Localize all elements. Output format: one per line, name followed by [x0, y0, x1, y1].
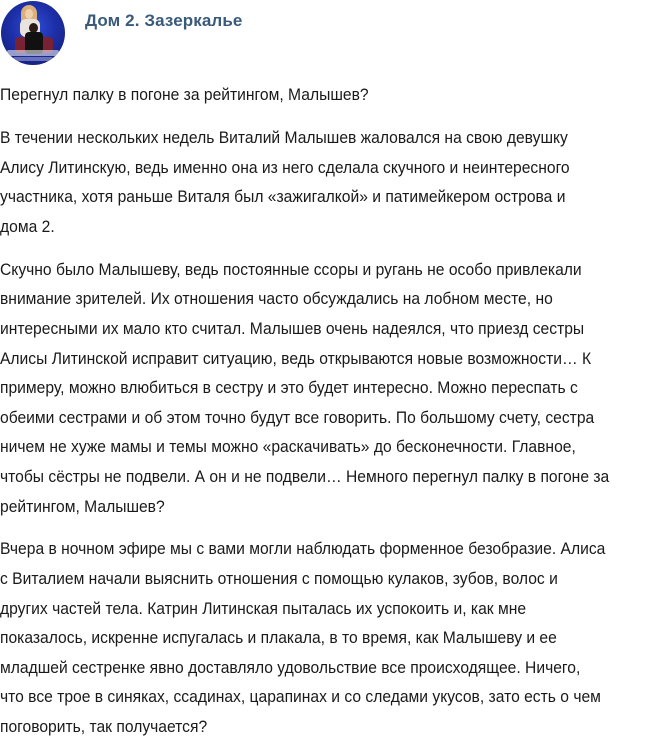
post-line: младшей сестренке явно доставляло удовольствие все происходящее. Ничего, [0, 657, 581, 677]
post-line: примеру, можно влюбиться в сестру и это будет интересно. Можно переспать с [0, 378, 578, 398]
avatar-caption-sub [13, 57, 53, 61]
post-line: В течении нескольких недель Виталий Малышев жаловался на свою девушку [0, 127, 568, 147]
channel-name-link[interactable]: Дом 2. Зазеркалье [85, 11, 243, 30]
post-line: участника, хотя раньше Виталя был «зажигалкой» и патимейкером острова и [0, 187, 566, 207]
post-line: обеими сестрами и об этом точно будут все говорить. По большому счету, сестра [0, 407, 595, 427]
post-line: внимание зрителей. Их отношения часто обсуждались на лобном месте, но [0, 289, 553, 309]
post-line: Алисы Литинской исправит ситуацию, ведь открываются новые возможности… К [0, 348, 592, 368]
avatar-figure-face [25, 9, 33, 19]
post-line: поговорить, так получается? [0, 717, 208, 737]
post-body [0, 80, 662, 742]
post-line: Скучно было Малышеву, ведь постоянные ссоры и ругань не особо привлекали [0, 259, 582, 279]
post-headline: Перегнул палку в погоне за рейтингом, Малышев? [0, 85, 369, 104]
paragraph-gap [0, 521, 662, 534]
post-line: Алису Литинскую, ведь именно она из него сделала скучного и неинтересного [0, 157, 570, 177]
post-line: дома 2. [0, 216, 55, 236]
channel-avatar[interactable] [1, 1, 65, 65]
post-line: с Виталием начали выяснить отношения с помощью кулаков, зубов, волос и [0, 569, 558, 589]
post-line: интересными их мало кто считал. Малышев очень надеялся, что приезд сестры [0, 318, 585, 338]
post-line: что все трое в синяках, ссадинах, царапинах и со следами укусов, зато есть о чем [0, 687, 601, 707]
post-line: ничем не хуже мамы и темы можно «раскачивать» до бесконечности. Главное, [0, 437, 576, 457]
paragraph-gap [0, 110, 662, 123]
post-header [0, 0, 670, 72]
post-line: Вчера в ночном эфире мы с вами могли наблюдать форменное безобразие. Алиса [0, 539, 606, 559]
post-line: показалось, искренне испугалась и плакала, в то время, как Малышеву и ее [0, 628, 557, 648]
post-line: чтобы сёстры не подвели. А он и не подвели… Немного перегнул палку в погоне за [0, 466, 610, 486]
post-line: других частей тела. Катрин Литинская пыталась их успокоить и, как мне [0, 598, 527, 618]
post-line: рейтингом, Малышев? [0, 496, 165, 516]
avatar-caption [7, 50, 59, 56]
paragraph-gap [0, 241, 662, 254]
